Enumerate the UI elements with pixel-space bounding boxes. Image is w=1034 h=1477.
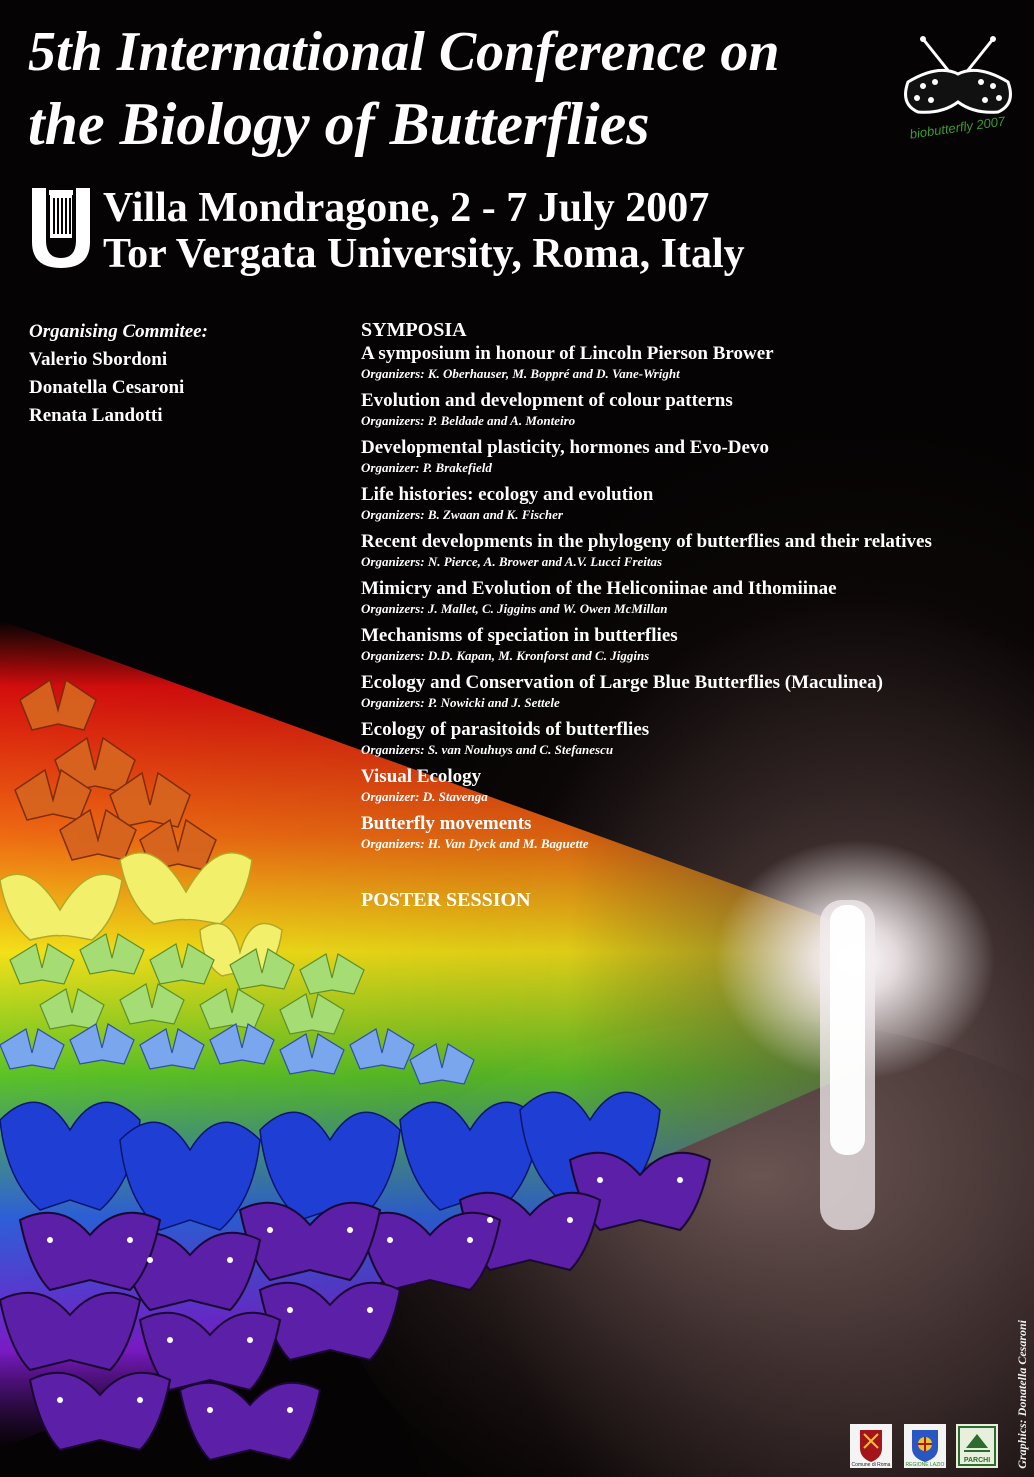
graphics-credit: Graphics: Donatella Cesaroni bbox=[1015, 1320, 1029, 1469]
symposia-list bbox=[361, 317, 1031, 860]
symposium-title: A symposium in honour of Lincoln Pierson Brower bbox=[361, 343, 774, 364]
symposium-title: Recent developments in the phylogeny of butterflies and their relatives bbox=[361, 531, 932, 552]
committee-member: Renata Landotti bbox=[29, 405, 163, 426]
symposium-title: Life histories: ecology and evolution bbox=[361, 484, 654, 505]
symposium-title: Ecology and Conservation of Large Blue Butterflies (Maculinea) bbox=[361, 672, 883, 693]
venue-line-2: Tor Vergata University, Roma, Italy bbox=[103, 231, 745, 277]
symposium-title: Ecology of parasitoids of butterflies bbox=[361, 719, 650, 740]
symposium-organizers: Organizers: P. Nowicki and J. Settele bbox=[361, 695, 560, 710]
symposium-title: Mechanisms of speciation in butterflies bbox=[361, 625, 678, 646]
parchi-logo bbox=[956, 1424, 998, 1468]
symposium-organizers: Organizers: J. Mallet, C. Jiggins and W. Owen McMillan bbox=[361, 601, 668, 616]
biobutterfly-logo-text: biobutterfly 2007 bbox=[908, 113, 1007, 142]
symposium-organizers: Organizer: D. Stavenga bbox=[361, 789, 488, 804]
organising-committee bbox=[29, 318, 208, 430]
symposium-title: Evolution and development of colour patterns bbox=[361, 390, 733, 411]
symposium-organizers: Organizers: N. Pierce, A. Brower and A.V. Lucci Freitas bbox=[361, 554, 663, 569]
sponsor-roma-label: Comune di Roma bbox=[851, 1462, 891, 1468]
regione-lazio-logo bbox=[904, 1424, 946, 1468]
symposium-organizers: Organizers: B. Zwaan and K. Fischer bbox=[361, 507, 563, 522]
symposium-organizers: Organizers: S. van Nouhuys and C. Stefanescu bbox=[361, 742, 614, 757]
committee-member: Donatella Cesaroni bbox=[29, 377, 185, 398]
symposium-organizers: Organizers: K. Oberhauser, M. Boppré and D. Vane-Wright bbox=[361, 366, 680, 381]
sponsor-lazio-label: REGIONE LAZIO bbox=[905, 1462, 945, 1468]
symposium-title: Butterfly movements bbox=[361, 813, 532, 834]
conference-title-line-1: 5th International Conference on bbox=[28, 21, 780, 83]
symposia-heading: SYMPOSIA bbox=[361, 319, 467, 341]
symposium-title: Mimicry and Evolution of the Heliconiinae and Ithomiinae bbox=[361, 578, 837, 599]
poster-session-heading: POSTER SESSION bbox=[361, 889, 531, 911]
symposium-title: Visual Ecology bbox=[361, 766, 482, 787]
university-logo bbox=[28, 186, 94, 270]
symposium-organizers: Organizers: D.D. Kapan, M. Kronforst and C. Jiggins bbox=[361, 648, 650, 663]
symposium-title: Developmental plasticity, hormones and Evo-Devo bbox=[361, 437, 769, 458]
symposium-organizers: Organizer: P. Brakefield bbox=[361, 460, 492, 475]
conference-title-line-2: the Biology of Butterflies bbox=[28, 91, 650, 157]
symposium-organizers: Organizers: H. Van Dyck and M. Baguette bbox=[361, 836, 589, 851]
sponsor-parchi-label: PARCHI bbox=[963, 1457, 991, 1464]
venue-line-1: Villa Mondragone, 2 - 7 July 2007 bbox=[103, 185, 710, 231]
biobutterfly-logo bbox=[893, 34, 1023, 144]
committee-member: Valerio Sbordoni bbox=[29, 349, 168, 370]
comune-di-roma-logo bbox=[850, 1424, 892, 1468]
symposium-organizers: Organizers: P. Beldade and A. Monteiro bbox=[361, 413, 576, 428]
committee-heading: Organising Commitee: bbox=[29, 321, 208, 342]
